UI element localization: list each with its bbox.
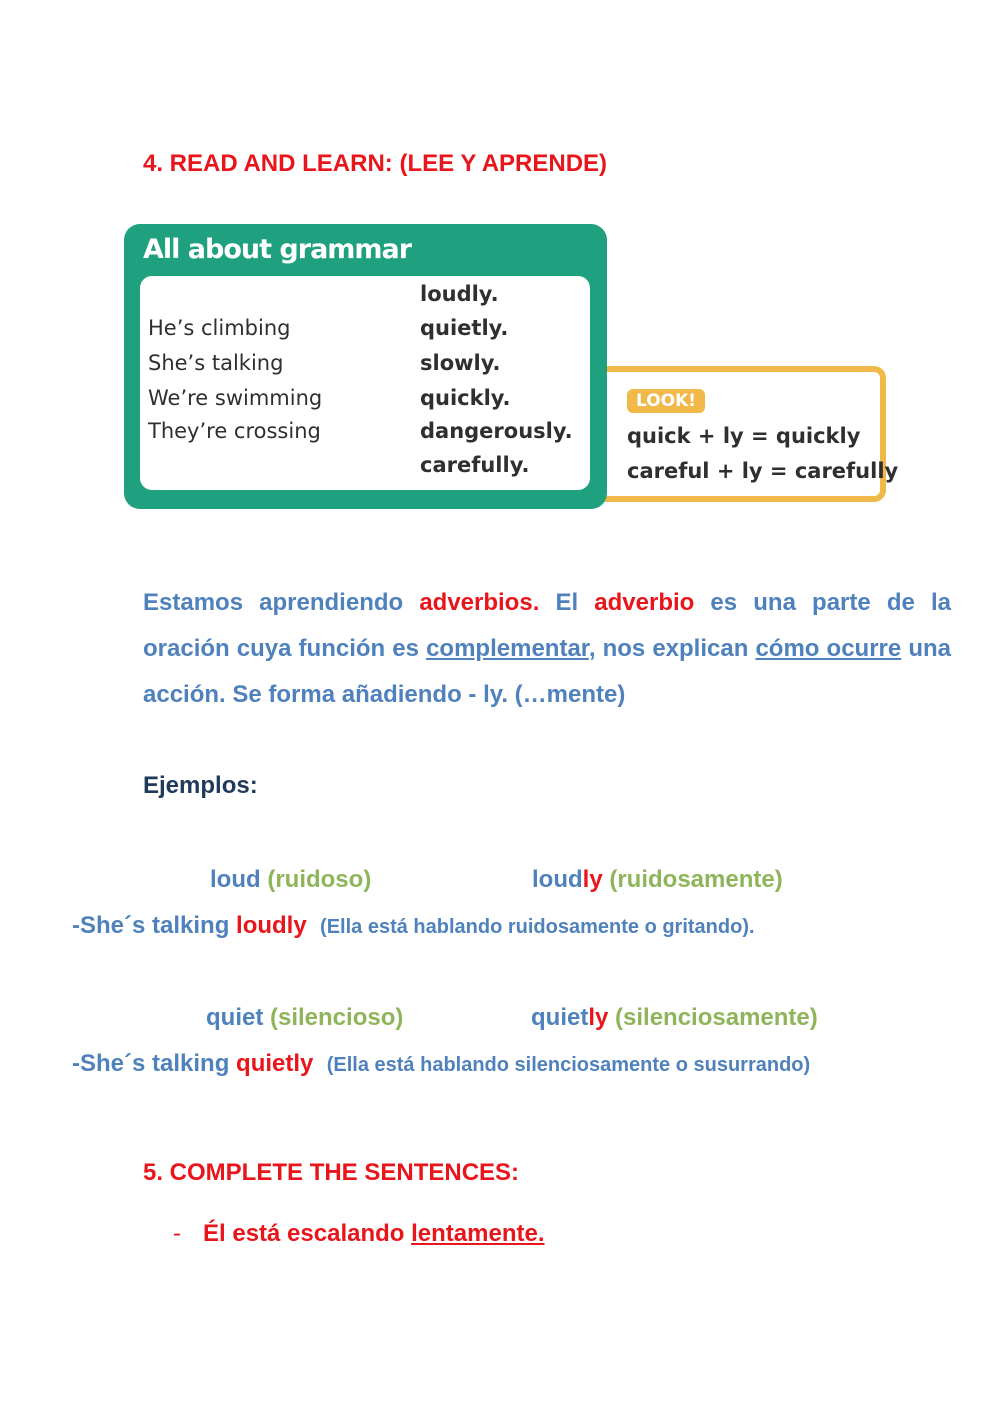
sentence-translation: (Ella está hablando silenciosamente o susurrando) xyxy=(326,1054,811,1076)
subject-4: They’re crossing xyxy=(148,419,321,443)
adverb-translation: (silenciosamente) xyxy=(615,1004,818,1031)
task-underlined-word: lentamente. xyxy=(411,1220,545,1247)
keyword-adverbio: adverbio xyxy=(594,589,695,616)
base-word: quiet xyxy=(206,1004,264,1031)
sentence-start: -She´s talking xyxy=(72,1050,237,1077)
keyword-adverbios: adverbios. xyxy=(419,589,540,616)
look-rule-1: quick + ly = quickly xyxy=(627,424,861,448)
explanation-text: Estamos aprendiendo xyxy=(143,589,420,616)
grammar-title: All about grammar xyxy=(143,234,412,265)
explanation-text: es una parte de la oración cuya función es xyxy=(143,589,952,662)
adverb-stem: quiet xyxy=(531,1004,589,1031)
examples-label: Ejemplos: xyxy=(143,772,258,799)
underlined-complementar: complementar xyxy=(426,635,589,662)
sentence-start: -She´s talking xyxy=(72,912,237,939)
underlined-como-ocurre: cómo ocurre xyxy=(755,635,902,662)
list-dash: - xyxy=(173,1220,181,1247)
section-5-title: 5. COMPLETE THE SENTENCES: xyxy=(143,1159,520,1186)
adverb-5: dangerously. xyxy=(420,419,573,443)
adverb-2: quietly. xyxy=(420,316,509,340)
explanation-paragraph xyxy=(143,580,951,718)
subject-2: She’s talking xyxy=(148,351,284,375)
base-translation: (ruidoso) xyxy=(267,866,372,893)
base-translation: (silencioso) xyxy=(270,1004,404,1031)
adverb-suffix: ly xyxy=(588,1004,609,1031)
adverb-6: carefully. xyxy=(420,453,530,477)
adverb-suffix: ly xyxy=(582,866,603,893)
subject-1: He’s climbing xyxy=(148,316,291,340)
subject-3: We’re swimming xyxy=(148,386,323,410)
example-1-base xyxy=(210,866,371,894)
task-item-1 xyxy=(173,1220,544,1248)
explanation-text: , nos explican xyxy=(588,635,756,662)
look-rule-2: careful + ly = carefully xyxy=(627,459,899,483)
sentence-adverb: quietly xyxy=(236,1050,314,1077)
adverb-1: loudly. xyxy=(420,282,499,306)
example-1-adverb xyxy=(532,866,783,894)
section-4-title: 4. READ AND LEARN: (LEE Y APRENDE) xyxy=(143,150,608,177)
explanation-text: una acción. Se forma añadiendo - ly. (…mente) xyxy=(143,635,952,708)
example-1-sentence xyxy=(72,912,755,940)
adverb-4: quickly. xyxy=(420,386,511,410)
example-2-sentence xyxy=(72,1050,810,1078)
adverb-translation: (ruidosamente) xyxy=(609,866,783,893)
example-2-base xyxy=(206,1004,403,1032)
base-word: loud xyxy=(210,866,261,893)
example-2-adverb xyxy=(531,1004,818,1032)
explanation-text: El xyxy=(539,589,595,616)
sentence-translation: (Ella está hablando ruidosamente o gritando). xyxy=(320,916,755,938)
task-text: Él está escalando xyxy=(203,1220,412,1247)
sentence-adverb: loudly xyxy=(236,912,307,939)
adverb-3: slowly. xyxy=(420,351,501,375)
adverb-stem: loud xyxy=(532,866,583,893)
look-badge: LOOK! xyxy=(627,389,705,413)
